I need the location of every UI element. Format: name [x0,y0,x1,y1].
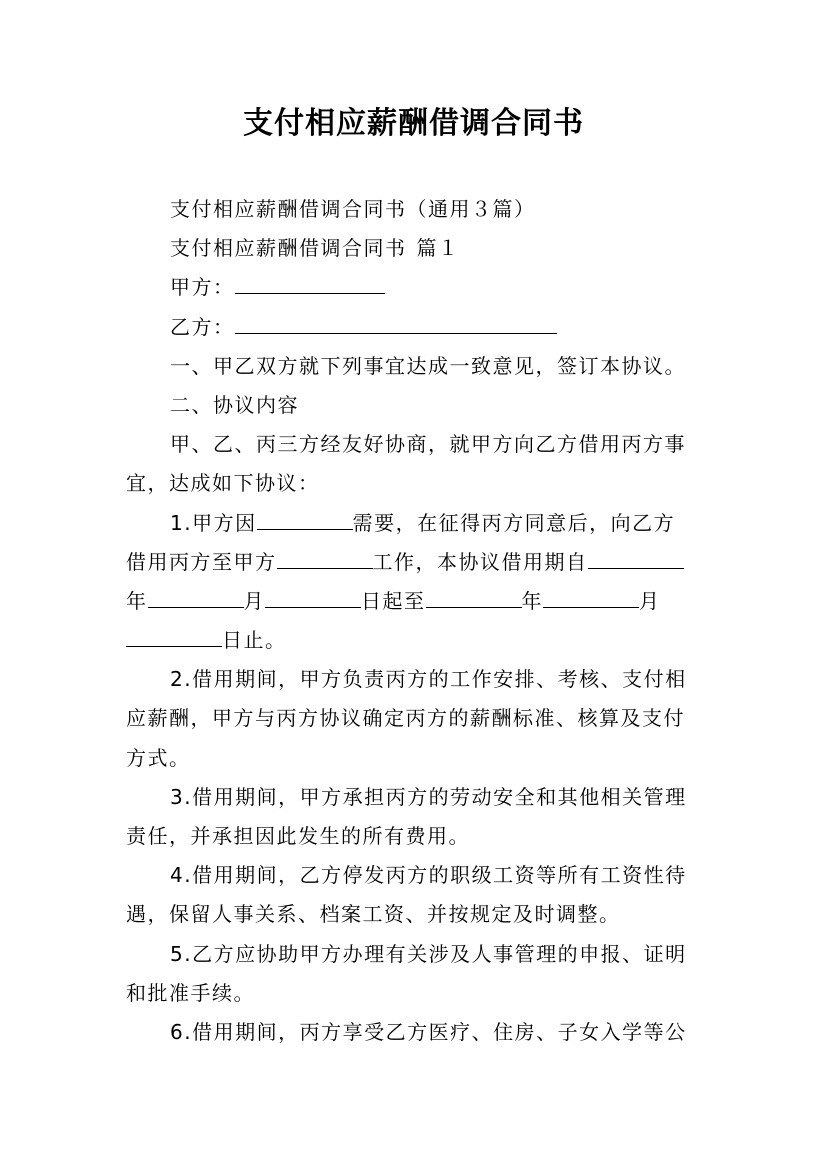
party-b-line [126,308,706,347]
item1-blank-reason [257,511,353,530]
item1-blank-position [277,550,373,569]
party-a-blank [235,275,385,294]
intro-line-1: 甲、乙、丙三方经友好协商，就甲方向乙方借用丙方事 [170,432,686,457]
clause-one: 一、甲乙双方就下列事宜达成一致意见，签订本协议。 [170,353,686,378]
subtitle-line: 支付相应薪酬借调合同书（通用３篇） [170,197,536,221]
item1-line-4 [126,621,706,660]
item1-text-b: 需要，在征得丙方同意后，向乙方 [352,510,676,535]
section-title: 支付相应薪酬借调合同书 [170,236,407,261]
party-b-blank [235,315,557,334]
item1-text-d: 工作，本协议借用期自 [372,549,588,574]
item1-line-1 [126,504,706,543]
item1-year-2: 年 [521,588,543,613]
item1-line-3 [126,582,706,621]
item1-blank-start-month [148,589,244,608]
party-a-line [126,268,706,307]
item3-line-2: 责任，并承担因此发生的所有费用。 [126,824,470,848]
intro-line-2: 宜，达成如下协议： [126,471,320,496]
item2-line-1: 2.借用期间，甲方负责丙方的工作安排、考核、支付相 [170,667,687,692]
item2-line-3: 方式。 [126,745,191,770]
item1-text-c: 借用丙方至甲方 [126,549,277,574]
item2-line-2: 应薪酬，甲方与丙方协议确定丙方的薪酬标准、核算及支付 [126,706,685,731]
item4-line-2: 遇，保留人事关系、档案工资、并按规定及时调整。 [126,902,621,927]
item1-day-from: 日起至 [361,588,426,613]
item6-line-1: 6.借用期间，丙方享受乙方医疗、住房、子女入学等公 [170,1019,687,1044]
section-number: 篇１ [416,236,460,261]
item1-month-2: 月 [639,588,661,613]
item1-blank-end-month [543,589,639,608]
item1-line-2 [126,543,706,582]
item1-month-1: 月 [243,588,265,613]
item1-blank-end-year [426,589,522,608]
item1-blank-end-day [126,628,222,647]
clause-two: 二、协议内容 [170,392,299,417]
item5-line-2: 和批准手续。 [126,980,255,1005]
item3-line-1: 3.借用期间，甲方承担丙方的劳动安全和其他相关管理 [170,784,687,809]
document-title: 支付相应薪酬借调合同书 [243,106,584,141]
item4-line-1: 4.借用期间，乙方停发丙方的职级工资等所有工资性待 [170,863,687,888]
party-b-label: 乙方： [170,314,235,339]
item1-day-end: 日止。 [222,628,287,653]
item1-year-1: 年 [126,588,148,613]
item1-blank-start-year [588,550,684,569]
item1-blank-start-day [265,589,361,608]
party-a-label: 甲方： [170,275,235,300]
document-body [126,190,706,1052]
item1-text-a: 1.甲方因 [170,510,257,535]
section-heading [126,229,706,268]
item5-line-1: 5.乙方应协助甲方办理有关涉及人事管理的申报、证明 [170,941,687,966]
